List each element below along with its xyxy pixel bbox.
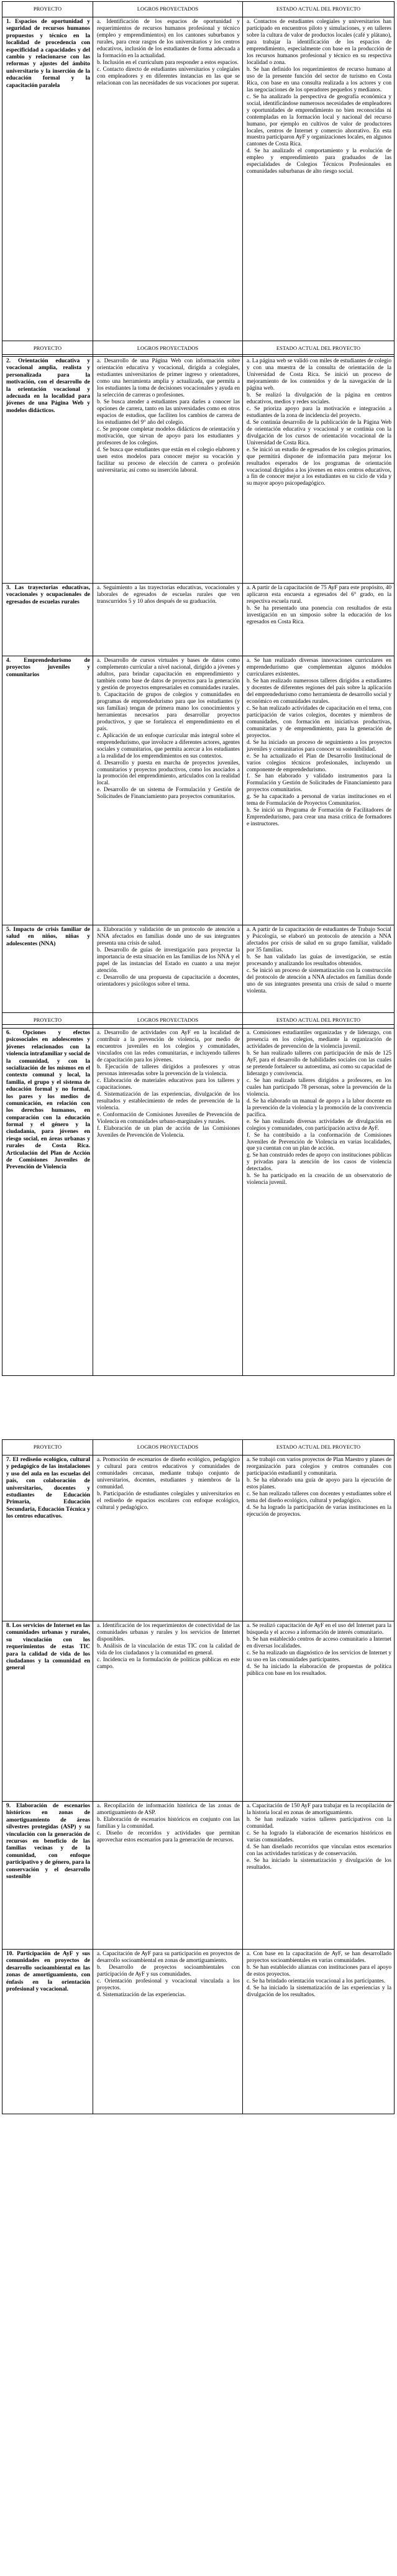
goal-item: c. Incidencia en la formulación de políticas públicas en este campo. xyxy=(97,1656,240,1670)
project-title-text: 7. El rediseño ecológico, cultural y pedagógico de las instalaciones y uso del aula en las escuelas del país, con colaboración de universitarios, docentes y estudiantes de Educación Primaria, Educación Secundaria, Educación Técnica y los centros educativos. xyxy=(6,1457,90,1520)
current-status xyxy=(243,925,394,1025)
current-status xyxy=(243,1621,394,1801)
goal-item: c. Orientación profesional y vocacional vinculada a los proyectos. xyxy=(97,1978,240,1991)
status-item: d. Se ha iniciado la elaboración de propuestas de política pública con base en los resultados. xyxy=(247,1663,391,1677)
project-title-text: 8. Los servicios de Internet en las comunidades urbanas y rurales, su vinculación con los requerimientos de estas TIC para la calidad de vida de los ciudadanos y la comunidad en general xyxy=(6,1623,90,1672)
project-title xyxy=(2,925,93,1025)
goal-item: a. Recopilación de información histórica de las zonas de amortiguamiento de ASP. xyxy=(97,1803,240,1816)
table-header xyxy=(2,2,394,17)
status-item: a. Capacitación de 150 AyF para trabajar en la recopilación de la historia local en zonas de amortiguamiento. xyxy=(247,1803,391,1816)
status-item: d. Se continúa desarrollo de la publicación de la Página Web de orientación educativa y vocacional y se continúa con la divulgación de los cursos de orientación vocacional de la Universidad de Costa Rica. xyxy=(247,419,391,446)
status-item: h. Se ha participado en la creación de un observatorio de violencia juvenil. xyxy=(247,1173,391,1186)
projected-goals xyxy=(93,17,243,355)
status-item: d. Se ha logrado la participación de varias instituciones en la ejecución de proyectos. xyxy=(247,1504,391,1518)
goal-item: c. Elaboración de materiales educativos para los talleres y capacitaciones. xyxy=(97,1077,240,1091)
goal-item: a. Elaboración y validación de un protocolo de atención a NNA afectados en familias donde uno de sus integrantes presenta una crisis de salud. xyxy=(97,927,240,947)
goal-item: a. Desarrollo de cursos virtuales y bases de datos como complemento curricular a nivel nacional, dirigido a jóvenes y adultos, para brindar capacitación en emprendimiento y también como base de datos de proyectos para la generación y gestión de proyectos empresariales en comunidades rurales. xyxy=(97,658,240,691)
project-title xyxy=(2,1950,93,2114)
projected-goals xyxy=(93,1029,243,1376)
table-row xyxy=(2,1455,394,1621)
header-status: ESTADO ACTUAL DEL PROYECTO xyxy=(276,1017,361,1024)
goal-item: f. Elaboración de un plan de acción de las Comisiones Juveniles de Prevención de Violencia. xyxy=(97,1125,240,1139)
project-table xyxy=(2,1,395,355)
status-item: d. Se ha elaborado un manual de apoyo a la labor docente en la prevención de la violencia y la promoción de la convivencia pacífica. xyxy=(247,1098,391,1118)
table-row xyxy=(2,1029,394,1376)
current-status xyxy=(243,1029,394,1376)
status-item: a. A partir de la capacitación de 75 AyF para este propósito, 40 aplicaron esta encuesta a egresados del 6° grado, en la respectiva escuela rural. xyxy=(247,585,391,605)
status-item: b. Se han definido los requerimientos de recurso humano al uso de la presente función del sector de turismo en Costa Rica, con base en una consulta realizada a los actores y con las negociaciones de los operadores pequeños y medianos. xyxy=(247,66,391,93)
goal-item: b. Desarrollo de guías de investigación para proyectar la importancia de esta situación en las familias de los NNA y el papel de las instancias del Estado en cuanto a una mejor atención. xyxy=(97,947,240,974)
status-item: e. Se ha iniciado la sistematización y divulgación de los resultados. xyxy=(247,1857,391,1871)
goal-item: c. Diseño de recorridos y actividades que permitan aprovechar estos escenarios para la generación de recursos. xyxy=(97,1830,240,1843)
current-status xyxy=(243,584,394,656)
project-title-text: 3. Las trayectorias educativas, vocacionales y ocupacionales de egresados de escuelas rurales xyxy=(6,585,90,605)
status-item: b. Se han validado las guías de investigación, se están procesando y analizando los resultados obtenidos. xyxy=(247,953,391,967)
status-item: f. Se han elaborado y validado instrumentos para la Formulación y Gestión de Solicitudes de Financiamiento para proyectos comunitarios. xyxy=(247,773,391,794)
project-title xyxy=(2,656,93,925)
projected-goals xyxy=(93,1455,243,1621)
header-status: ESTADO ACTUAL DEL PROYECTO xyxy=(276,345,361,352)
status-item: c. Se inició un proceso de sistematización con la construcción del protocolo de atención a NNA afectados en familias donde uno de sus integrantes presenta una crisis de salud o muerte violenta. xyxy=(247,967,391,994)
status-item: c. Se han realizado talleres con docentes y estudiantes sobre el tema del diseño ecológico, cultural y pedagógico. xyxy=(247,1490,391,1504)
projected-goals xyxy=(93,1950,243,2114)
goal-item: e. Desarrollo de un sistema de Formulación y Gestión de Solicitudes de Financiamiento para proyectos comunitarios. xyxy=(97,787,240,800)
table-header xyxy=(2,1440,394,1455)
project-title-text: 9. Elaboración de escenarios históricos en zonas de amortiguamiento de áreas silvestres protegidas (ASP) y su vinculación con la generación de recursos en beneficio de las familias vecinas y de la comunidad, con enfoque participativo y de género, para la conservación y el desarrollo sostenible xyxy=(6,1803,90,1880)
project-title-text: 2. Orientación educativa y vocacional amplia, realista y personalizada para la motivación, con el desarrollo de la orientación vocacional y adecuada en la localidad para jóvenes de una Página Web y modelos didácticos. xyxy=(6,358,90,414)
project-title xyxy=(2,1455,93,1621)
status-item: e. Se ha actualizado el Plan de Desarrollo Institucional de varios colegios técnicos profesionales, incluyendo un componente de emprendedurismo. xyxy=(247,753,391,773)
status-item: a. Contactos de estudiantes colegiales y universitarios han participado en encuentros piloto y simulaciones, y en talleres sobre la cultura de valor de productos locales (café y plátano), para trabajar la identificación de los espacios de emprendimiento, especialmente con base en la producción de los recursos humanos profesional y técnico en su respectiva localidad o zona. xyxy=(247,19,391,66)
project-title xyxy=(2,1029,93,1376)
projected-goals xyxy=(93,584,243,656)
table-row xyxy=(2,656,394,925)
header-status: ESTADO ACTUAL DEL PROYECTO xyxy=(276,6,361,12)
goal-item: e. Conformación de Comisiones Juveniles de Prevención de Violencia en comunidades urbano-marginales y rurales. xyxy=(97,1111,240,1125)
header-goals: LOGROS PROYECTADOS xyxy=(93,341,243,356)
header-goals: LOGROS PROYECTADOS xyxy=(93,1440,243,1455)
table-row xyxy=(2,583,394,656)
status-item: c. Se ha brindado orientación vocacional a los participantes. xyxy=(247,1978,386,1984)
goal-item: b. Inclusión en el currículum para responder a estos espacios. xyxy=(97,59,239,66)
current-status xyxy=(243,1455,394,1621)
table-row xyxy=(2,17,394,355)
status-item: a. La página web se validó con miles de estudiantes de colegio y con una muestra de la consulta de orientación de la Universidad de Costa Rica. Se inició un proceso de mejoramiento de los contenidos y de la navegación de la página web. xyxy=(247,358,391,392)
projected-goals xyxy=(93,1621,243,1801)
header-goals: LOGROS PROYECTADOS xyxy=(93,1013,243,1028)
project-title-text: 10. Participación de AyF y sus comunidades en proyectos de desarrollo socioambiental en las zonas de amortiguamiento, con énfasis en la orientación profesional y vocacional. xyxy=(6,1951,90,1992)
project-title-text: 6. Opciones y efectos psicosociales en adolescentes y jóvenes relacionados con la violencia intrafamiliar y social de la comunidad, y con la socialización de los mismos en el contexto comunal y local, la familia, el grupo y el sistema de educación formal y no formal, los pares y los medios de comunicación, en relación con los derechos humanos, en comparación con la educación formal y el género y la ciudadanía, para jóvenes en riesgo social, en áreas urbanas y rurales de Costa Rica. Articulación del Plan de Acción de Comisiones Juveniles de Prevención de Violencia xyxy=(6,1030,90,1171)
status-item: c. Se han realizado actividades de capacitación en el tema, con participación de varios colegios, docentes y miembros de comunidades, con formación en iniciativas productivas, comunitarias y de emprendimiento, para la generación de proyectos. xyxy=(247,705,391,739)
current-status xyxy=(243,1950,394,2114)
status-item: a. Se realizó capacitación de AyF en el uso del Internet para la búsqueda y el acceso a información de interés comunitario. xyxy=(247,1623,391,1636)
table-row xyxy=(2,925,394,1025)
header-project: PROYECTO xyxy=(2,1013,93,1028)
status-item: h. Se inició un Programa de Formación de Facilitadores de Emprendedurismo, para crear una masa crítica de formadores e instructores. xyxy=(247,807,391,828)
table-row xyxy=(2,1801,394,1949)
status-item: b. Se han realizado numerosos talleres dirigidos a estudiantes y docentes de diferentes regiones del país sobre la aplicación del emprendedurismo como herramienta de desarrollo social y económico en comunidades rurales. xyxy=(247,677,391,705)
status-item: b. Se han establecido alianzas con instituciones para el apoyo de estos proyectos. xyxy=(247,1964,391,1978)
status-item: e. Se han realizado diversas actividades de divulgación en colegios y comunidades, con participación activa de AyF. xyxy=(247,1118,391,1132)
table-row xyxy=(2,1949,394,2114)
goal-item: a. Desarrollo de una Página Web con información sobre orientación educativa y vocacional, dirigida a colegiales, estudiantes universitarios de primer ingreso y orientadores, como una herramienta amplia y actualizada, que permita a los estudiantes la toma de decisiones vocacionales y ayuda en la selección de carreras o profesiones. xyxy=(97,358,240,398)
header-goals: LOGROS PROYECTADOS xyxy=(93,2,243,17)
goal-item: a. Promoción de escenarios de diseño ecológico, pedagógico y cultural para centros educativos y comunidades de comunidades cercanas, mediante trabajo conjunto de universitarios, docentes, estudiantes y miembros de la comunidad. xyxy=(97,1457,240,1490)
current-status xyxy=(243,656,394,925)
status-item: c. Se ha realizado un diagnóstico de los servicios de Internet y su uso en las comunidades participantes. xyxy=(247,1649,391,1663)
status-item: a. Con base en la capacitación de AyF, se han desarrollado proyectos socioambientales en varias comunidades. xyxy=(247,1951,391,1964)
goal-item: d. Sistematización de las experiencias. xyxy=(97,1991,186,1998)
goal-item: a. Desarrollo de actividades con AyF en la localidad de contribuir a la prevención de violencia, por medio de encuentros juveniles en los colegios y comunidades, vinculados con las redes comunitarias, e incluyendo talleres de capacitación para los jóvenes. xyxy=(97,1030,240,1063)
goal-item: c. Se propone completar modelos didácticos de orientación y motivación, que sirvan de apoyo para los estudiantes y profesores de los colegios. xyxy=(97,426,240,446)
goal-item: b. Desarrollo de proyectos socioambientales con participación de AyF y sus comunidades. xyxy=(97,1964,240,1978)
projected-goals xyxy=(93,656,243,925)
goal-item: b. Participación de estudiantes colegiales y universitarios en el rediseño de espacios escolares con enfoque ecológico, cultural y pedagógico. xyxy=(97,1490,240,1511)
goal-item: b. Se busca atender a estudiantes para darles a conocer las opciones de carrera, tanto en las universidades como en otros espacios de estudios, que faciliten los cambios de carrera de los estudiantes del 9° año del colegio. xyxy=(97,398,240,426)
goal-item: a. Capacitación de AyF para su participación en proyectos de desarrollo socioambiental en zonas de amortiguamiento. xyxy=(97,1951,240,1964)
status-item: b. Se ha elaborado una guía de apoyo para la ejecución de estos planes. xyxy=(247,1477,391,1490)
status-item: c. Se prioriza apoyo para la motivación e integración a estudiantes de la zona de incidencia del proyecto. xyxy=(247,405,391,419)
goal-item: d. Desarrollo y puesta en marcha de proyectos juveniles, comunitarios y proyectos productivos, como los asociados a la promoción del emprendimiento, articulados con la realidad local. xyxy=(97,759,240,787)
status-item: a. Se trabajó con varios proyectos de Plan Maestro y planes de reorganización para colegios y centros comunales con participación estudiantil y comunitaria. xyxy=(247,1457,391,1477)
status-item: g. Se ha capacitado a personal de varias instituciones en el tema de Formulación de Proyectos Comunitarios. xyxy=(247,794,391,807)
status-item: d. Se ha iniciado un proceso de seguimiento a los proyectos juveniles y comunitarios para conocer su sostenibilidad. xyxy=(247,739,391,753)
current-status xyxy=(243,357,394,583)
current-status xyxy=(243,17,394,355)
goal-item: d. Sistematización de las experiencias, divulgación de los resultados y establecimiento de redes de prevención de la violencia. xyxy=(97,1091,240,1111)
project-title-text: 5. Impacto de crisis familiar de salud en niños, niñas y adolescentes (NNA) xyxy=(6,927,90,947)
goal-item: b. Elaboración de escenarios históricos en conjunto con las familias y la comunidad. xyxy=(97,1816,240,1830)
project-title xyxy=(2,584,93,656)
status-item: b. Se realizó la divulgación de la página en centros educativos, medios y redes sociales. xyxy=(247,392,391,405)
status-item: b. Se han establecido centros de acceso comunitario a Internet en diversas localidades. xyxy=(247,1636,391,1649)
header-project: PROYECTO xyxy=(2,341,93,356)
status-item: a. A partir de la capacitación de estudiantes de Trabajo Social y Psicología, se elaboró un protocolo de atención a NNA afectados por crisis de salud en su grupo familiar, validado por 35 familias. xyxy=(247,927,391,953)
goal-item: a. Seguimiento a las trayectorias educativas, vocacionales y laborales de egresados de escuelas rurales que ven transcurridos 5 y 10 años después de su graduación. xyxy=(97,585,240,605)
header-project: PROYECTO xyxy=(2,1440,93,1455)
status-item: d. Se ha iniciado la sistematización de las experiencias y la divulgación de los resultados. xyxy=(247,1984,391,1998)
goal-item: b. Capacitación de grupos de colegios y comunidades en programas de emprendedurismo para que los estudiantes (y sus familias) tengan de primera mano los conocimientos y herramientas necesarios para desarrollar proyectos productivos, y que se fortalezca el emprendimiento en el país. xyxy=(97,691,240,732)
status-item: b. Se han realizado varios talleres participativos con la comunidad. xyxy=(247,1816,391,1830)
goal-item: b. Ejecución de talleres dirigidos a profesores y otras personas interesadas sobre la prevención de la violencia. xyxy=(97,1063,240,1077)
project-title xyxy=(2,1802,93,1949)
current-status xyxy=(243,1802,394,1949)
project-table xyxy=(2,341,395,1025)
status-item: g. Se han construido redes de apoyo con instituciones públicas y privadas para la atención de los casos de violencia detectados. xyxy=(247,1152,391,1173)
status-item: a. Comisiones estudiantiles organizadas y de liderazgo, con presencia en los colegios, mediante la organización de actividades de prevención de la violencia juvenil. xyxy=(247,1030,391,1050)
goal-item: a. Identificación de los requerimientos de conectividad de las comunidades urbanas y rurales y los servicios de Internet disponibles. xyxy=(97,1623,240,1643)
header-status: ESTADO ACTUAL DEL PROYECTO xyxy=(276,1444,361,1451)
status-item: e. Se inició un estudio de egresados de los colegios primarios, que permitirá disponer de información para mejorar los resultados esperados de los programas de orientación vocacional dirigidos a los jóvenes en estos centros educativos, a fin de conocer mejor a los estudiantes en su ciclo de vida y su mayor apoyo psicopedagógico. xyxy=(247,446,391,487)
status-item: d. Se ha analizado el comportamiento y la evolución de empleo y emprendimiento para graduados de las especialidades de Colegios Técnicos Profesionales en comunidades suburbanas de alto riesgo social. xyxy=(247,148,391,175)
project-title-text: 4. Emprendedurismo de proyectos juveniles y comunitarios xyxy=(6,658,90,678)
table-header xyxy=(2,341,394,357)
table-header xyxy=(2,1013,394,1029)
status-item: c. Se ha analizado la perspectiva de geografía económica y social, identificándose numerosos necesidades de empleadores y oportunidades de emprendimiento no bien reconocidas ni contempladas en la formación local y nacional del recurso humano, por ejemplo en cultivos de valor de productores locales, centros de Internet y comercio ahorrativo. En esta muestra participaron AyF y organizaciones locales, en algunos cantones de Costa Rica. xyxy=(247,93,391,148)
goal-item: b. Análisis de la vinculación de estas TIC con la calidad de vida de los ciudadanos y la comunidad en general. xyxy=(97,1643,240,1656)
project-title xyxy=(2,1621,93,1801)
status-item: c. Se han realizado talleres dirigidos a profesores, en los cuales han participado 78 personas, sobre la prevención de la violencia. xyxy=(247,1077,391,1098)
status-item: b. Se han realizado talleres con participación de más de 125 AyF, para el desarrollo de habilidades sociales con las cuales se pretende fortalecer su autoestima, así como su capacidad de liderazgo y convivencia. xyxy=(247,1050,391,1077)
projected-goals xyxy=(93,925,243,1025)
goal-item: c. Desarrollo de una propuesta de capacitación a docentes, orientadores y psicólogos sobre el tema. xyxy=(97,974,240,988)
status-item: f. Se ha contribuido a la conformación de Comisiones Juveniles de Prevención de Violencia en varias localidades, que ya cuentan con un plan de acción. xyxy=(247,1132,391,1152)
projected-goals xyxy=(93,1802,243,1949)
table-row xyxy=(2,357,394,583)
project-table xyxy=(2,1439,395,2114)
status-item: c. Se ha logrado la elaboración de escenarios históricos en varias comunidades. xyxy=(247,1830,391,1843)
project-table xyxy=(2,1012,395,1376)
table-row xyxy=(2,1621,394,1801)
status-item: d. Se han diseñado recorridos que vinculan estos escenarios con las actividades turísticas y de conservación. xyxy=(247,1843,391,1857)
header-project: PROYECTO xyxy=(2,2,93,17)
project-title xyxy=(2,357,93,583)
project-title-text: 1. Espacios de oportunidad y seguridad de recursos humanos propuestos y técnico en la localidad de procedencia con especificidad a capacidades y del cambio y relacionarse con las reformas y ajustes del ámbito universitario y la inserción de la educación formal y la capacitación paralela xyxy=(6,19,90,89)
goal-item: c. Aplicación de un enfoque curricular más integral sobre el emprendedurismo, que involucre a diferentes actores, agentes sociales y comunitarios, que permita acercar a los estudiantes a la realidad de los emprendimientos en sus contextos. xyxy=(97,732,240,759)
goal-item: d. Se busca que estudiantes que están en el colegio elaboren y usen estos modelos para conocer mejor su vocación y facilitar su proceso de elección de carrera o profesión universitaria; así como su inserción laboral. xyxy=(97,446,240,474)
status-item: b. Se ha presentado una ponencia con resultados de esta investigación en un simposio sobre la educación de los egresados en Costa Rica. xyxy=(247,605,391,625)
goal-item: a. Identificación de los espacios de oportunidad y requerimientos de recursos humanos profesional y técnico (empleo y emprendimientos) en los cantones suburbanos y rurales, para crear rasgos de los universitarios y los centros educativos, inclusión de los estudiantes de forma adecuada a la formación en la actualidad. xyxy=(97,19,240,59)
project-title xyxy=(2,17,93,355)
status-item: a. Se han realizado diversas innovaciones curriculares en emprendedurismo que complementan algunos módulos curriculares existentes. xyxy=(247,658,391,677)
goal-item: c. Contacto directo de estudiantes universitarios y colegiales con empleadores y en diferentes instancias en las que se relacionan con las necesidades de sus vocaciones por superar. xyxy=(97,66,240,86)
projected-goals xyxy=(93,357,243,583)
